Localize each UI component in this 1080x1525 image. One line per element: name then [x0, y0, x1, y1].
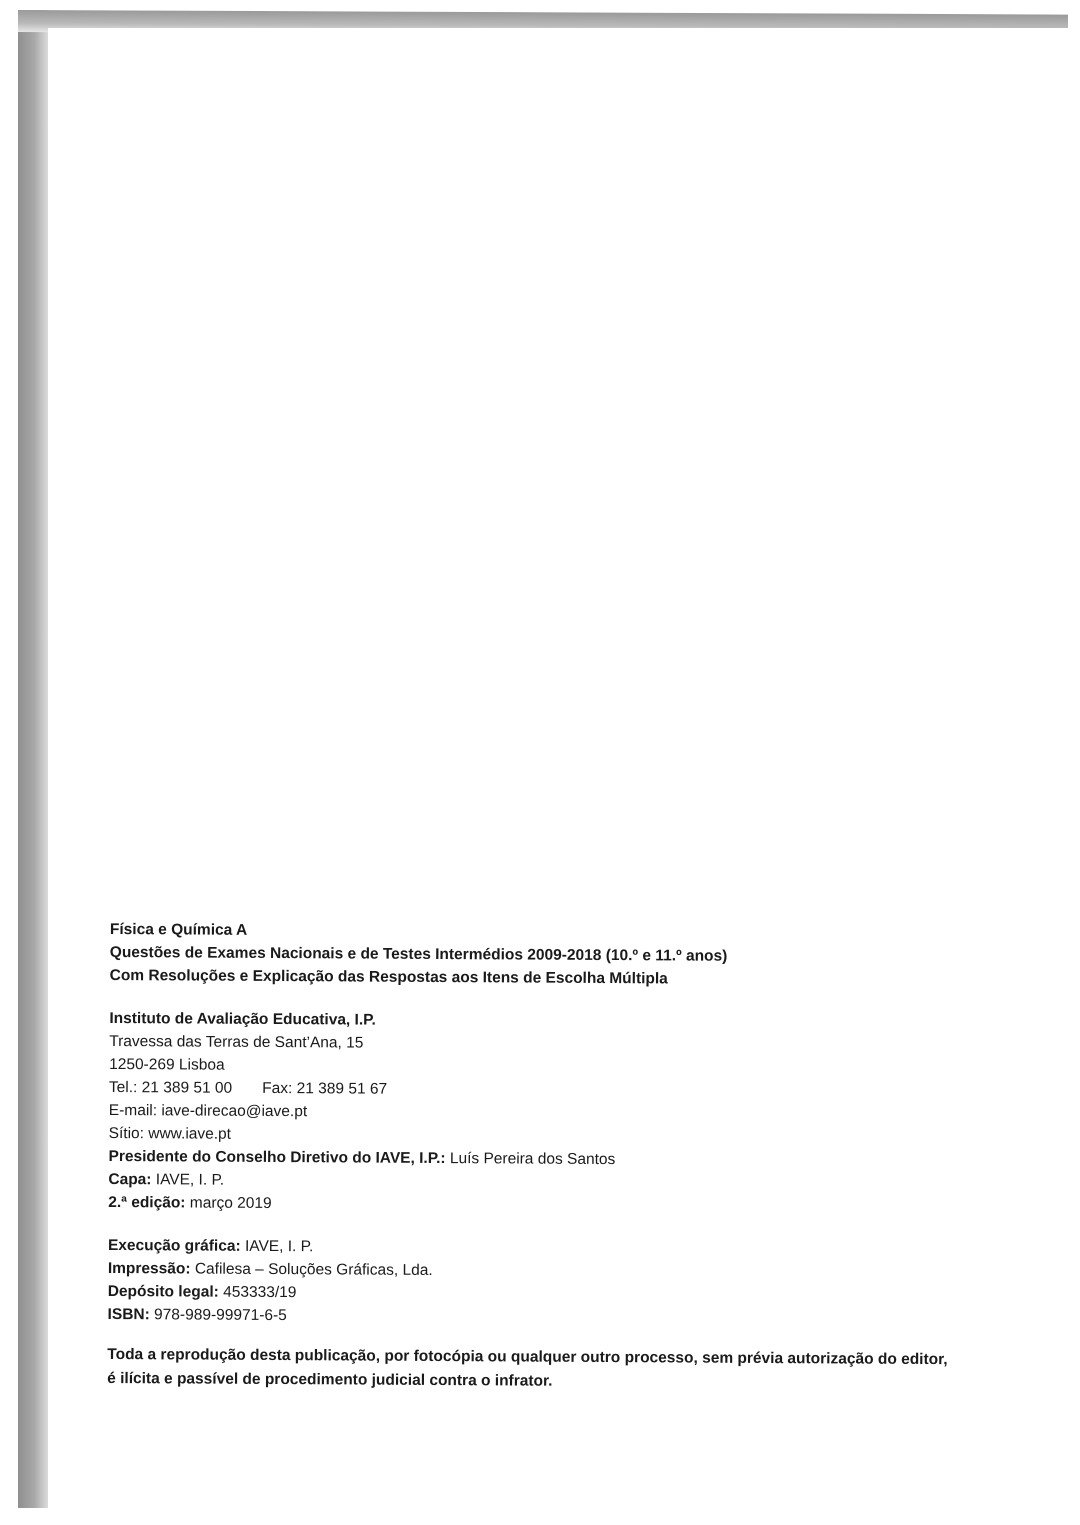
- publisher-address-line1: Travessa das Terras de Sant’Ana, 15: [109, 1032, 364, 1052]
- publisher-tel: Tel.: 21 389 51 00: [108, 1078, 233, 1097]
- print-value: Cafilesa – Soluções Gráficas, Lda.: [190, 1260, 433, 1279]
- print-label: Impressão:: [107, 1259, 191, 1278]
- edition-value: março 2019: [185, 1194, 272, 1212]
- edition-label: 2.ª edição:: [108, 1193, 186, 1212]
- publication-title: Física e Química A: [109, 920, 248, 939]
- cover-label: Capa:: [108, 1170, 152, 1189]
- graphic-value: IAVE, I. P.: [240, 1237, 314, 1256]
- publication-subtitle-2: Com Resoluções e Explicação das Respostas aos Itens de Escolha Múltipla: [109, 966, 668, 988]
- publisher-address-line2: 1250-269 Lisboa: [109, 1055, 225, 1074]
- graphic-label: Execução gráfica:: [107, 1236, 241, 1255]
- publisher-email: E-mail: iave-direcao@iave.pt: [108, 1101, 308, 1121]
- president-label: Presidente do Conselho Diretivo do IAVE, I.P.:: [108, 1147, 446, 1168]
- notice-line-2: é ilícita e passível de procedimento judicial contra o infrator.: [107, 1369, 553, 1390]
- publication-subtitle: Questões de Exames Nacionais e de Testes Intermédios 2009-2018 (10.º e 11.º anos): [109, 943, 728, 965]
- legal-label: Depósito legal:: [107, 1282, 219, 1301]
- president-value: Luís Pereira dos Santos: [445, 1150, 616, 1169]
- isbn-label: ISBN:: [107, 1305, 150, 1324]
- publisher-fax: Fax: 21 389 51 67: [262, 1079, 388, 1098]
- legal-value: 453333/19: [218, 1283, 297, 1302]
- isbn-value: 978-989-99971-6-5: [149, 1306, 287, 1325]
- publisher-name: Instituto de Avaliação Educativa, I.P.: [109, 1009, 376, 1029]
- notice-line-1: Toda a reprodução desta publicação, por fotocópia ou qualquer outro processo, sem prévia autorização do editor,: [107, 1345, 948, 1369]
- colophon: [107, 918, 970, 1396]
- copyright-notice: [107, 1343, 967, 1396]
- scan-shadow-left: [18, 10, 48, 1508]
- cover-value: IAVE, I. P.: [151, 1171, 225, 1189]
- publisher-site: Sítio: www.iave.pt: [108, 1124, 232, 1143]
